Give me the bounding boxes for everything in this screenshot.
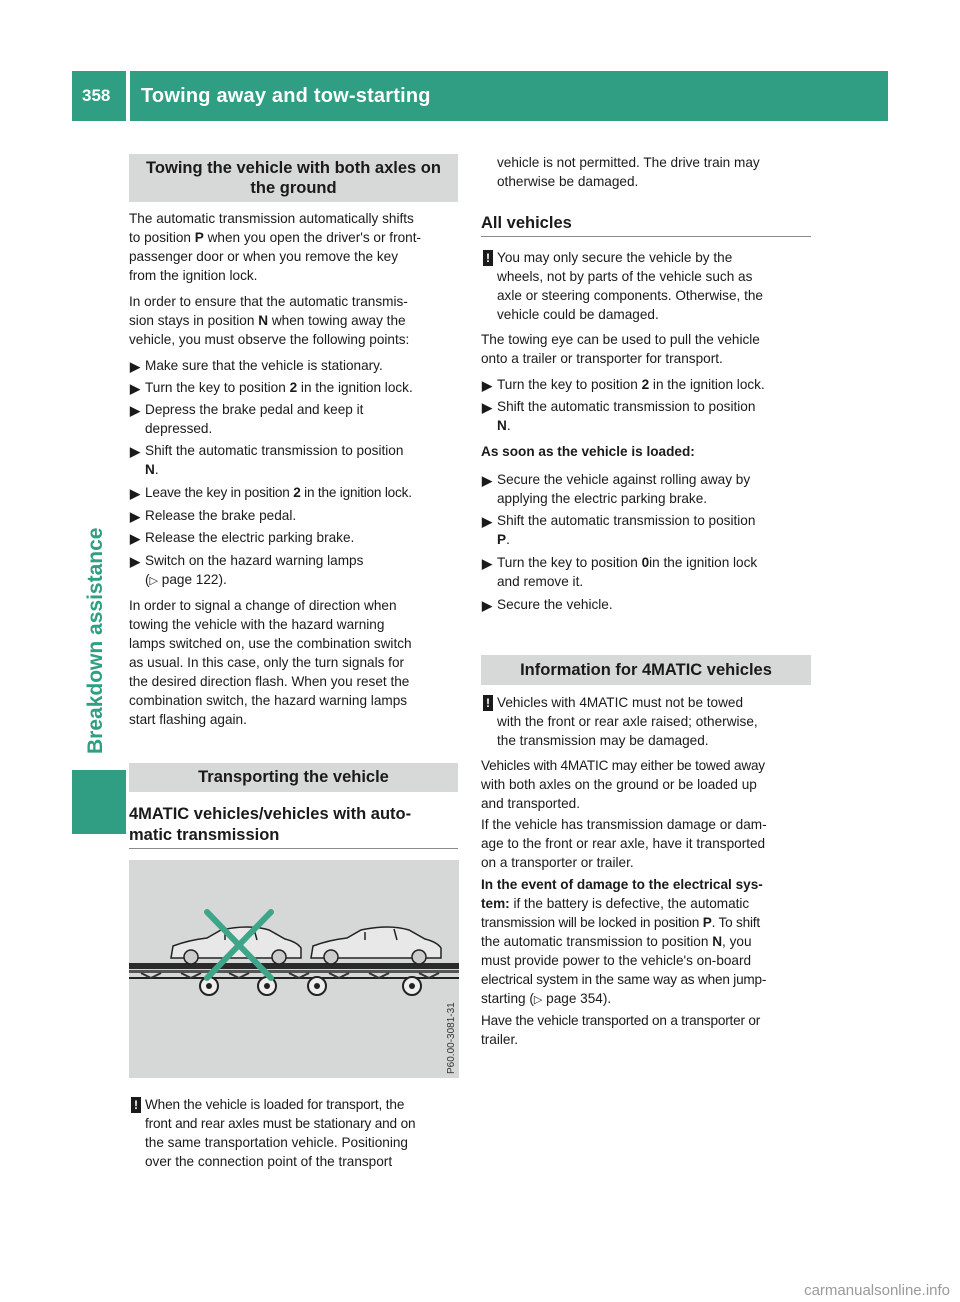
paragraph-line: lamps switched on, use the combination switch [129,636,412,651]
page-ref-arrow-icon: ▷ [149,575,158,587]
step-arrow-icon: ▶ [130,381,140,396]
bold-text: tem: [481,896,510,911]
watermark: carmanualsonline.info [804,1282,950,1299]
text: to position [129,230,195,245]
bold-text: N [258,313,269,328]
step-text [145,571,227,591]
paragraph-line: towing the vehicle with the hazard warning [129,617,385,632]
text: ( [145,572,150,587]
text: in the ignition lock [649,555,758,570]
step-arrow-icon: ▶ [130,403,140,418]
step-arrow-icon: ▶ [482,556,492,571]
paragraph-line: electrical system in the same way as when jump- [481,972,767,987]
warning-line: over the connection point of the transport [145,1154,393,1169]
step-arrow-icon: ▶ [130,509,140,524]
paragraph-line [481,933,752,952]
page-ref-arrow-icon: ▷ [533,994,543,1006]
section-heading-4matic-info: Information for 4MATIC vehicles [481,655,811,685]
paragraph-line: The automatic transmission automatically shifts [129,211,414,226]
bold-text: N [497,418,507,433]
step-text: Secure the vehicle. [497,597,613,612]
paragraph-line [481,895,749,914]
step-text [145,484,412,503]
page-number: 358 [82,86,111,105]
paragraph-line [481,914,760,933]
step-text: Secure the vehicle against rolling away by [497,472,751,487]
step-text: Release the electric parking brake. [145,530,355,545]
bold-text: 0 [641,555,650,570]
text: , you [722,934,752,949]
paragraph-line: onto a trailer or transporter for transport. [481,351,723,366]
step-arrow-icon: ▶ [482,598,492,613]
text: the automatic transmission to position [481,934,713,949]
page-title: Towing away and tow-starting [141,85,431,107]
text: Leave the key in position [145,485,294,500]
paragraph-line: The towing eye can be used to pull the vehicle [481,332,760,347]
paragraph-line [129,229,421,248]
subheading-line: 4MATIC vehicles/vehicles with auto- [129,805,412,823]
step-text: applying the electric parking brake. [497,491,708,506]
warning-icon: ! [483,250,493,266]
paragraph-line: start flashing again. [129,712,247,727]
page-link[interactable]: page 354). [542,991,612,1006]
step-text [145,461,159,480]
text: if the battery is defective, the automatic [509,896,750,911]
text: transmission will be locked in position [481,915,703,930]
bold-text: N [145,462,155,477]
bold-heading: As soon as the vehicle is loaded: [481,444,695,459]
step-text [497,417,511,436]
paragraph-line [129,312,406,331]
step-text: Shift the automatic transmission to position [145,443,404,458]
paragraph-line: as usual. In this case, only the turn signals for [129,655,405,670]
step-arrow-icon: ▶ [482,378,492,393]
text: . [506,418,511,433]
paragraph-line: and transported. [481,796,580,811]
paragraph-line: trailer. [481,1032,519,1047]
warning-line: axle or steering components. Otherwise, the [497,288,763,303]
step-text: depressed. [145,421,213,436]
warning-line: Vehicles with 4MATIC must not be towed [497,695,744,710]
paragraph-line: Vehicles with 4MATIC may either be towed away [481,758,765,773]
step-arrow-icon: ▶ [130,444,140,459]
paragraph-line: with both axles on the ground or be loaded up [481,777,757,792]
step-arrow-icon: ▶ [130,359,140,374]
step-arrow-icon: ▶ [130,531,140,546]
step-text: Depress the brake pedal and keep it [145,402,364,417]
step-text: Release the brake pedal. [145,508,297,523]
paragraph-line [481,990,611,1010]
step-text: and remove it. [497,574,584,589]
side-section-label: Breakdown assistance [84,527,107,754]
subheading-rule [481,236,811,237]
section-heading-towing [129,154,458,202]
warning-line: with the front or rear axle raised; otherwise, [497,714,758,729]
text: Turn the key to position [497,555,642,570]
text: in the ignition lock. [300,485,412,500]
bold-text: P [497,532,507,547]
text: in the ignition lock. [297,380,413,395]
paragraph-line: combination switch, the hazard warning lamps [129,693,408,708]
step-arrow-icon: ▶ [482,400,492,415]
bold-text: P [702,915,712,930]
text: starting ( [481,991,534,1006]
text: sion stays in position [129,313,259,328]
text: . To shift [711,915,760,930]
car-correct-icon [311,927,441,964]
text: Turn the key to position [145,380,290,395]
bold-text: 2 [289,380,298,395]
paragraph-line: In order to signal a change of direction when [129,598,397,613]
text: Turn the key to position [497,377,642,392]
step-text [497,531,510,550]
paragraph-line: passenger door or when you remove the key [129,249,399,264]
subheading-line: matic transmission [129,826,280,844]
section-heading-line: Towing the vehicle with both axles on [146,159,441,177]
warning-line: vehicle could be damaged. [497,307,659,322]
paragraph-line: In the event of damage to the electrical sys- [481,877,763,892]
step-arrow-icon: ▶ [130,554,140,569]
step-text: Make sure that the vehicle is stationary. [145,358,383,373]
warning-icon: ! [131,1097,141,1113]
bold-text: N [712,934,723,949]
paragraph-line: Have the vehicle transported on a transporter or [481,1013,761,1028]
warning-line: front and rear axles must be stationary and on [145,1116,416,1131]
step-text: Shift the automatic transmission to position [497,513,756,528]
text: . [154,462,159,477]
figure-code: P60.00-3081-31 [446,1002,457,1074]
paragraph-line: the desired direction flash. When you reset the [129,674,410,689]
warning-line: You may only secure the vehicle by the [497,250,733,265]
warning-icon: ! [483,695,493,711]
subheading-all-vehicles: All vehicles [481,214,572,232]
section-heading-transport: Transporting the vehicle [129,763,458,792]
text: when towing away the [268,313,406,328]
step-text: Shift the automatic transmission to position [497,399,756,414]
warning-line: When the vehicle is loaded for transport, the [145,1097,405,1112]
text: when you open the driver's or front- [203,230,422,245]
section-heading-line: the ground [250,179,337,197]
bold-text: 2 [641,377,650,392]
transport-illustration-svg [129,860,459,1078]
step-text [497,554,757,573]
text: in the ignition lock. [649,377,765,392]
bold-text: 2 [293,485,301,500]
warning-line: the transmission may be damaged. [497,733,709,748]
warning-line: the same transportation vehicle. Positioning [145,1135,408,1150]
step-arrow-icon: ▶ [482,473,492,488]
paragraph-line: must provide power to the vehicle's on-board [481,953,752,968]
step-arrow-icon: ▶ [130,486,140,501]
paragraph-line: otherwise be damaged. [497,174,639,189]
page-link[interactable]: page 122). [158,572,227,587]
bold-text: P [194,230,204,245]
paragraph-line: If the vehicle has transmission damage or dam- [481,817,767,832]
text: . [506,532,510,547]
paragraph-line: vehicle, you must observe the following points: [129,332,410,347]
step-arrow-icon: ▶ [482,514,492,529]
transport-illustration [129,860,459,1078]
header-divider [126,71,130,121]
paragraph-line: vehicle is not permitted. The drive train may [497,155,760,170]
subheading-4matic [129,804,411,846]
transporter-wheels [200,977,421,995]
step-text: Switch on the hazard warning lamps [145,553,364,568]
transporter-deck [129,963,459,969]
subheading-rule [129,848,458,849]
paragraph-line: on a transporter or trailer. [481,855,634,870]
side-tab-block [72,770,126,834]
warning-line: wheels, not by parts of the vehicle such as [497,269,753,284]
paragraph-line: from the ignition lock. [129,268,258,283]
step-text [497,376,765,395]
paragraph-line: In order to ensure that the automatic transmis- [129,294,408,309]
paragraph-line: age to the front or rear axle, have it transported [481,836,766,851]
step-text [145,379,413,398]
